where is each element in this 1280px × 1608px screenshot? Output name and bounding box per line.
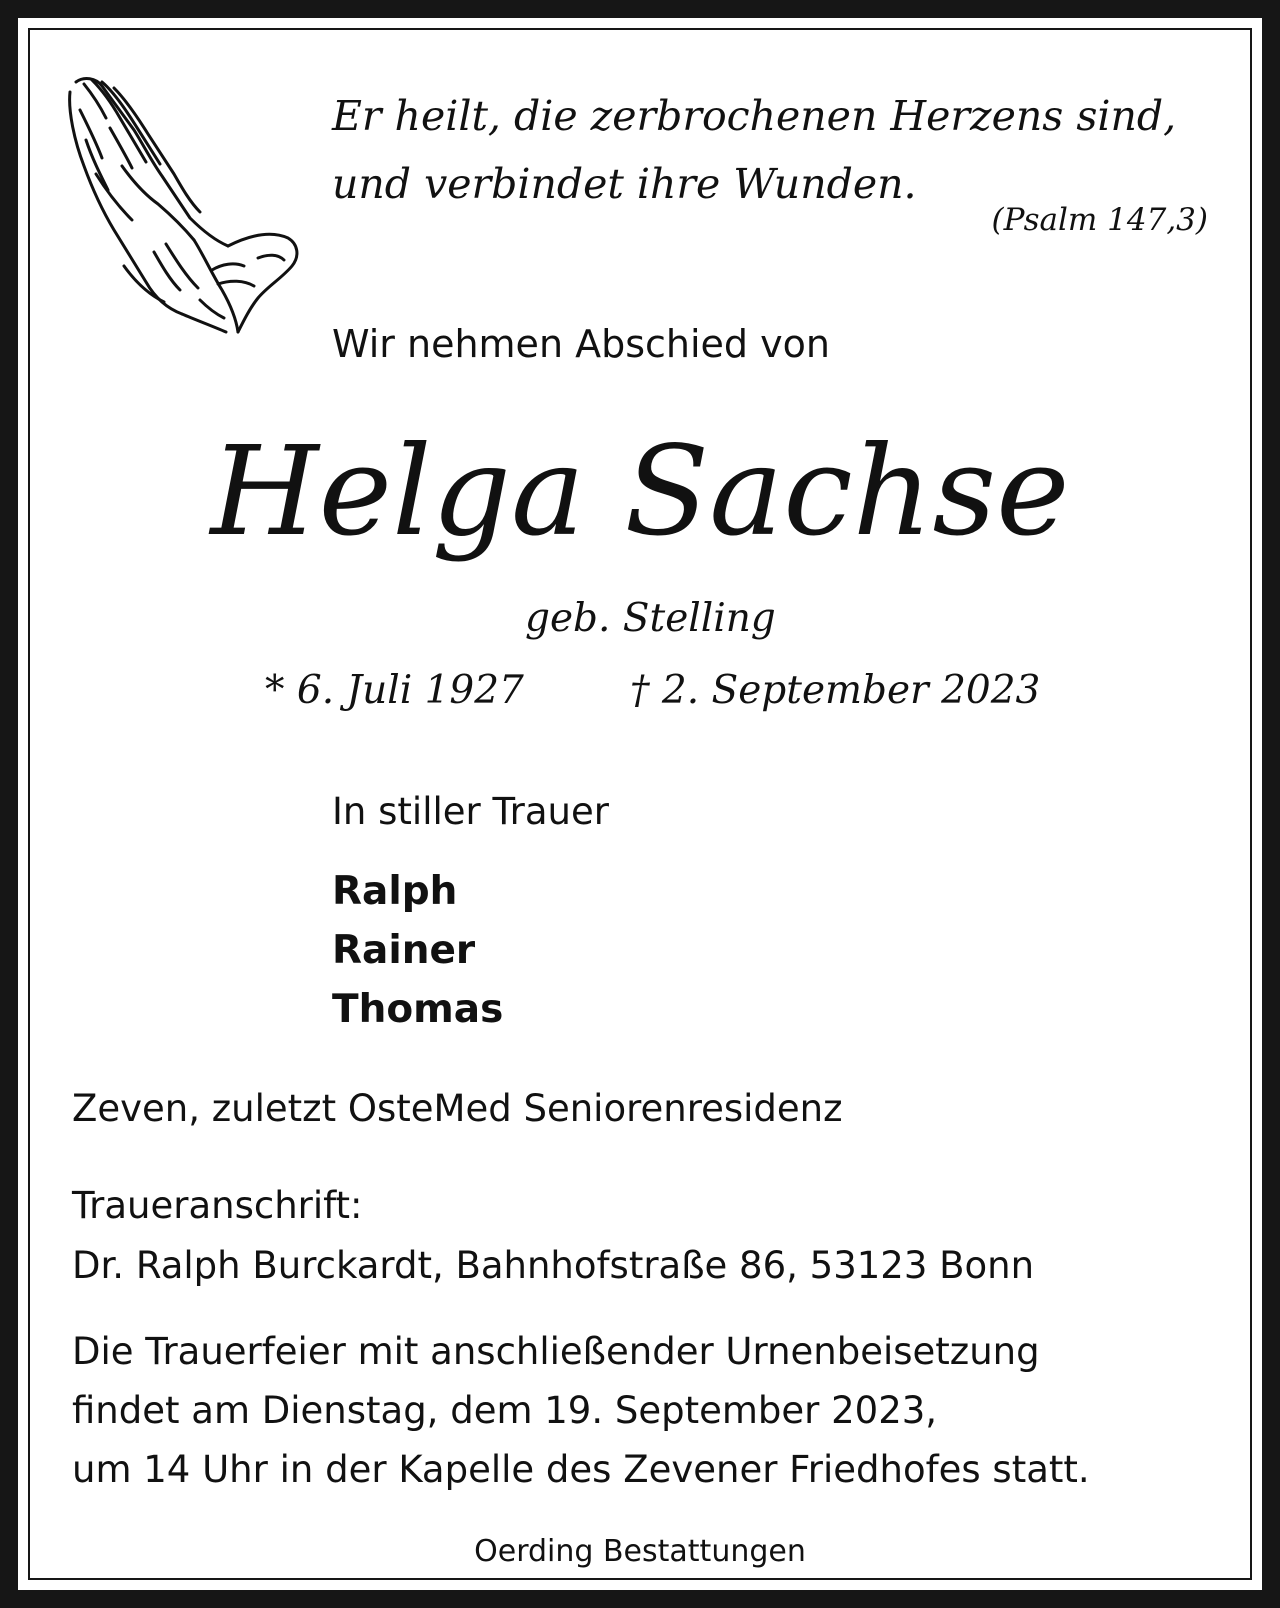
service-notice (72, 1322, 1090, 1499)
mourning-line: In stiller Trauer (332, 790, 609, 833)
mourning-address (72, 1176, 1034, 1296)
verse-reference: (Psalm 147,3) (991, 202, 1208, 238)
bible-verse (332, 82, 1176, 218)
address-label: Traueranschrift: (72, 1184, 363, 1227)
address-line: Dr. Ralph Burckardt, Bahnhofstraße 86, 53123 Bonn (72, 1244, 1035, 1287)
birth-date: * 6. Juli 1927 (265, 668, 524, 713)
verse-line-2: und verbindet ihre Wunden. (332, 160, 917, 208)
death-date: † 2. September 2023 (630, 668, 1041, 713)
farewell-intro: Wir nehmen Abschied von (332, 322, 830, 366)
mourner-name: Rainer (332, 928, 476, 973)
mourner-name: Thomas (332, 987, 504, 1032)
maiden-name: geb. Stelling (525, 596, 776, 641)
service-line-2: findet am Dienstag, dem 19. September 2023, (72, 1389, 938, 1432)
mourner-name: Ralph (332, 869, 458, 914)
mourners-list (332, 862, 503, 1039)
praying-hands-icon (62, 70, 310, 342)
funeral-home: Oerding Bestattungen (474, 1534, 806, 1569)
verse-line-1: Er heilt, die zerbrochenen Herzens sind, (332, 92, 1177, 140)
place-line: Zeven, zuletzt OsteMed Seniorenresidenz (72, 1087, 843, 1130)
service-line-3: um 14 Uhr in der Kapelle des Zevener Friedhofes statt. (72, 1448, 1090, 1491)
deceased-name: Helga Sachse (210, 420, 1070, 564)
service-line-1: Die Trauerfeier mit anschließender Urnenbeisetzung (72, 1330, 1040, 1373)
